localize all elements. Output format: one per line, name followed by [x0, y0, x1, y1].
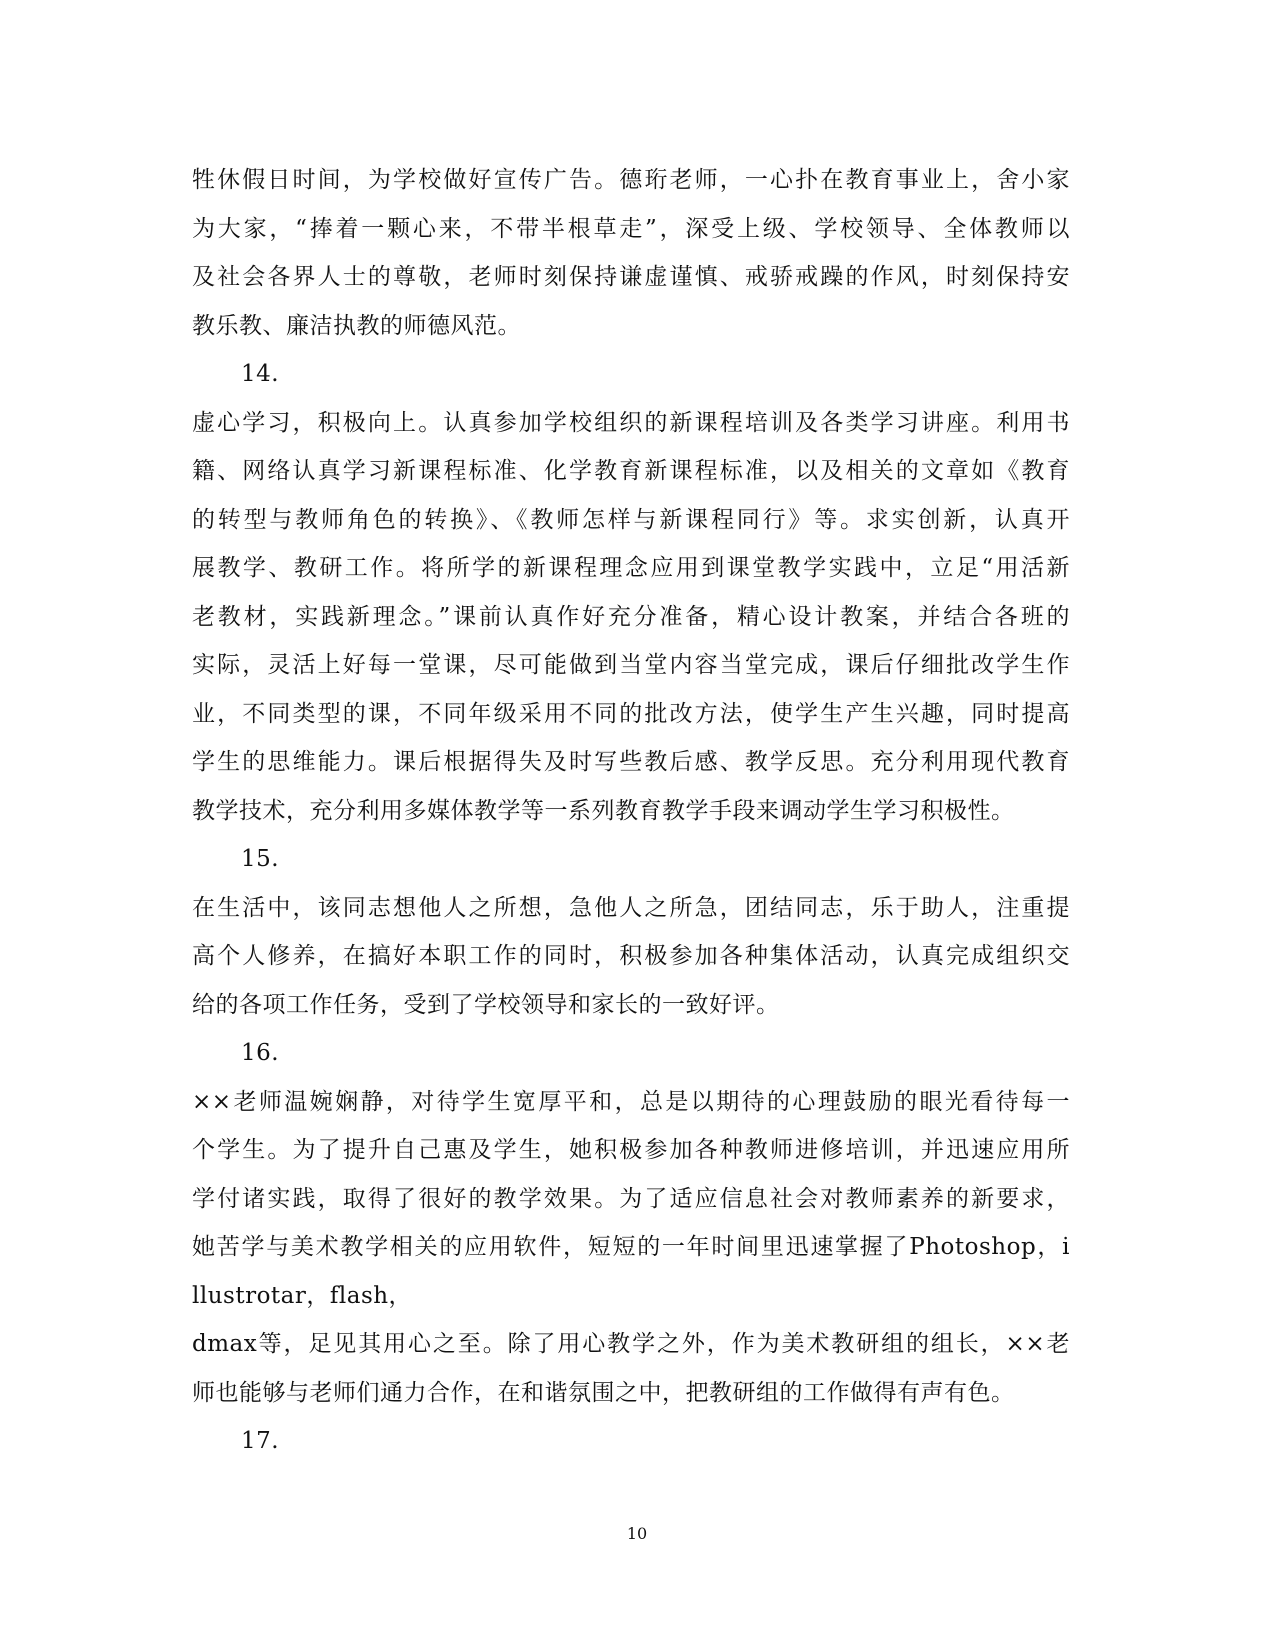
text-line: 为大家，“捧着一颗心来，不带半根草走”，深受上级、学校领导、全体教师以: [192, 215, 1070, 242]
text-line: 虚心学习，积极向上。认真参加学校组织的新课程培训及各类学习讲座。利用书: [192, 409, 1070, 436]
text-line: 她苦学与美术教学相关的应用软件，短短的一年时间里迅速掌握了Photoshop，i: [192, 1234, 1070, 1260]
page-number: 10: [626, 1524, 648, 1543]
text-line: 的转型与教师角色的转换》、《教师怎样与新课程同行》等。求实创新，认真开: [192, 506, 1070, 533]
text-line: ××老师温婉娴静，对待学生宽厚平和，总是以期待的心理鼓励的眼光看待每一: [192, 1088, 1070, 1115]
text-line: 高个人修养，在搞好本职工作的同时，积极参加各种集体活动，认真完成组织交: [192, 943, 1070, 969]
text-line: 学生的思维能力。课后根据得失及时写些教后感、教学反思。充分利用现代教育: [192, 749, 1070, 775]
text-line: 给的各项工作任务，受到了学校领导和家长的一致好评。: [192, 991, 780, 1018]
text-line: 业，不同类型的课，不同年级采用不同的批改方法，使学生产生兴趣，同时提高: [192, 700, 1070, 727]
text-line: 教学技术，充分利用多媒体教学等一系列教育教学手段来调动学生学习积极性。: [192, 797, 1015, 824]
text-line: llustrotar，flash，: [192, 1282, 413, 1309]
body-text: [192, 156, 1070, 1466]
text-line: 教乐教、廉洁执教的师德风范。: [192, 312, 521, 339]
item-number: 17.: [241, 1428, 280, 1454]
text-line: 实际，灵活上好每一堂课，尽可能做到当堂内容当堂完成，课后仔细批改学生作: [192, 652, 1070, 678]
text-line: 及社会各界人士的尊敬，老师时刻保持谦虚谨慎、戒骄戒躁的作风，时刻保持安: [192, 264, 1070, 290]
item-number: 15.: [241, 846, 280, 872]
text-line: 学付诸实践，取得了很好的教学效果。为了适应信息社会对教师素养的新要求，: [192, 1185, 1070, 1212]
item-number: 14.: [241, 361, 280, 387]
text-line: 师也能够与老师们通力合作，在和谐氛围之中，把教研组的工作做得有声有色。: [192, 1379, 1015, 1406]
text-line: 老教材，实践新理念。”课前认真作好充分准备，精心设计教案，并结合各班的: [192, 603, 1070, 630]
item-number: 16.: [241, 1040, 280, 1066]
text-line: 牲休假日时间，为学校做好宣传广告。德珩老师，一心扑在教育事业上，舍小家: [192, 167, 1070, 193]
text-line: 展教学、教研工作。将所学的新课程理念应用到课堂教学实践中，立足“用活新: [192, 555, 1070, 581]
text-line: 个学生。为了提升自己惠及学生，她积极参加各种教师进修培训，并迅速应用所: [192, 1137, 1070, 1163]
text-line: 在生活中，该同志想他人之所想，急他人之所急，团结同志，乐于助人，注重提: [192, 894, 1070, 921]
text-line: 籍、网络认真学习新课程标准、化学教育新课程标准，以及相关的文章如《教育: [192, 458, 1070, 484]
text-line: dmax等，足见其用心之至。除了用心教学之外，作为美术教研组的组长，××老: [192, 1331, 1070, 1357]
